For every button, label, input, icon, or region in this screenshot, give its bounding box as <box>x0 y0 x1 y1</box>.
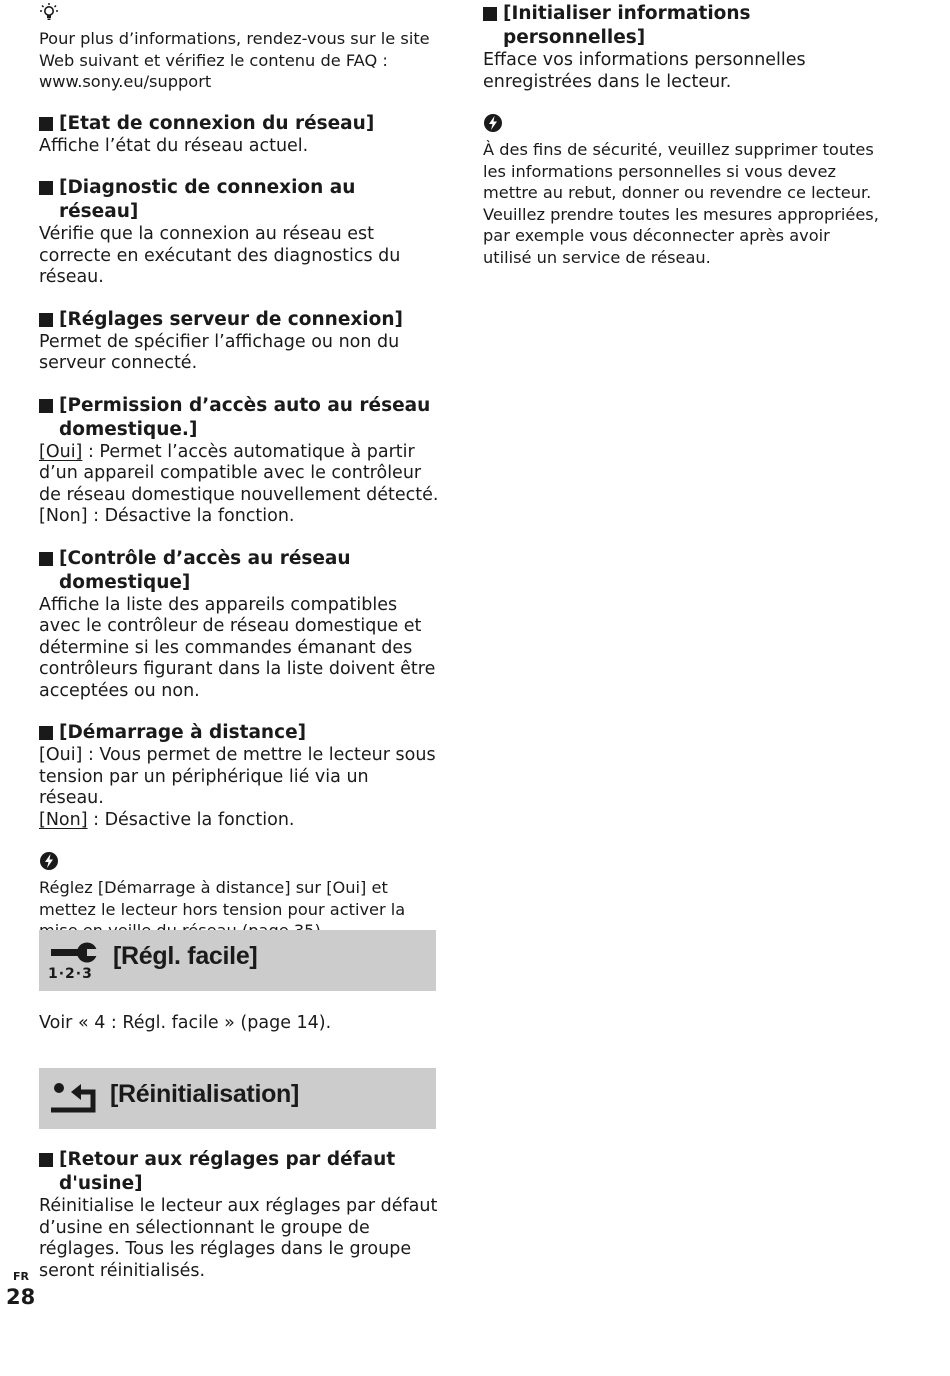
note-text: À des fins de sécurité, veuillez supprimer toutes les informations personnelles si vous devez mettre au rebut, donner ou revendre ce lecteur. Veuillez prendre toutes les mesures appropriées, par exemple vous déconnecter après avoir utilisé un service de réseau. <box>483 140 879 267</box>
section-body: [Oui] : Vous permet de mettre le lecteur sous tension par un périphérique lié via un réseau. <box>39 745 436 809</box>
section-heading: [Etat de connexion du réseau] <box>39 112 439 136</box>
reset-section <box>39 1148 439 1282</box>
tip-text: Pour plus d’informations, rendez-vous sur le site Web suivant et vérifiez le contenu de FAQ : www.sony.eu/support <box>39 29 430 92</box>
square-bullet-icon <box>39 399 53 413</box>
square-bullet-icon <box>39 181 53 195</box>
section-heading: [Démarrage à distance] <box>39 721 439 745</box>
page-footer <box>6 1270 35 1309</box>
easy-setup-body: Voir « 4 : Régl. facile » (page 14). <box>39 1013 332 1033</box>
note-text: Réglez [Démarrage à distance] sur [Oui] et mettez le lecteur hors tension pour activer la <box>39 878 406 919</box>
section-heading: [Réglages serveur de connexion] <box>39 308 439 332</box>
language-code: FR <box>13 1270 29 1283</box>
section-body: [Oui] : Permet l’accès automatique à partir d’un appareil compatible avec le contrôleur de réseau domestique nouvellement détecté. <box>39 441 439 505</box>
section-title: [Réinitialisation] <box>110 1080 300 1108</box>
section-heading: [Initialiser informations personnelles] <box>483 2 883 50</box>
square-bullet-icon <box>39 552 53 566</box>
warning-note-icon <box>39 851 59 871</box>
section-heading: [Contrôle d’accès au réseau domestique] <box>39 547 439 595</box>
default-option-label: [Non] <box>39 809 88 830</box>
left-column <box>39 0 439 942</box>
page-number: 28 <box>6 1285 36 1309</box>
square-bullet-icon <box>483 7 497 21</box>
easy-setup-icon-label: 1·2·3 <box>48 966 93 982</box>
warning-note-icon <box>483 113 503 133</box>
reset-icon <box>49 1080 99 1120</box>
section-heading: [Permission d’accès auto au réseau domestique.] <box>39 394 439 442</box>
section-body: Affiche l’état du réseau actuel. <box>39 135 309 156</box>
default-option-label: [Oui] <box>39 441 83 462</box>
square-bullet-icon <box>39 1153 53 1167</box>
section-title: [Régl. facile] <box>113 942 258 970</box>
section-body: Permet de spécifier l’affichage ou non du serveur connecté. <box>39 331 400 374</box>
square-bullet-icon <box>39 313 53 327</box>
section-body: Affiche la liste des appareils compatibles avec le contrôleur de réseau domestique et détermine si les commandes émanant des contrôleurs figurant dans la liste doivent être acceptées ou non. <box>39 594 436 701</box>
section-heading: [Diagnostic de connexion au réseau] <box>39 176 439 224</box>
lightbulb-hint-icon <box>39 2 59 22</box>
section-bar-easy-setup <box>39 930 436 991</box>
section-body: [Non] : Désactive la fonction. <box>39 506 295 527</box>
section-body: Efface vos informations personnelles enregistrées dans le lecteur. <box>483 50 806 92</box>
section-body: Réinitialise le lecteur aux réglages par défaut d’usine en sélectionnant le groupe de réglages. Tous les réglages dans le groupe seront réinitialisés. <box>39 1196 438 1281</box>
section-body: [Non] : Désactive la fonction. <box>39 809 295 830</box>
right-column <box>483 0 883 269</box>
section-body: Vérifie que la connexion au réseau est correcte en exécutant des diagnostics du réseau. <box>39 224 401 288</box>
section-heading: [Retour aux réglages par défaut d'usine] <box>39 1148 439 1196</box>
square-bullet-icon <box>39 726 53 740</box>
square-bullet-icon <box>39 117 53 131</box>
section-bar-reset <box>39 1068 436 1129</box>
